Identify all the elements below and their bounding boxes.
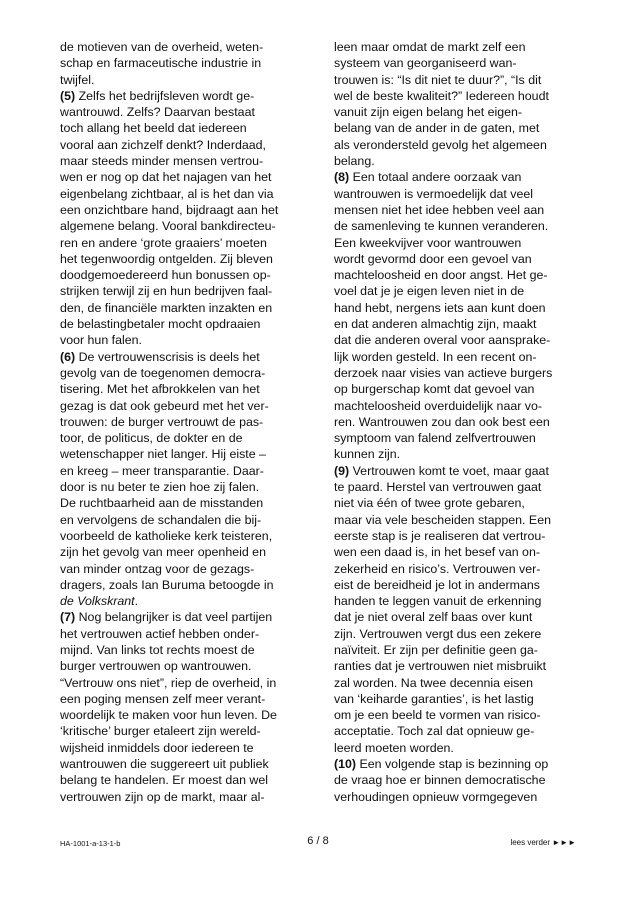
text-line bbox=[60, 153, 318, 169]
text-line bbox=[60, 463, 318, 479]
line-text: tisering. Met het afbrokkelen van het bbox=[60, 382, 260, 397]
text-line bbox=[334, 55, 592, 71]
text-line bbox=[60, 300, 318, 316]
text-line bbox=[334, 561, 592, 577]
line-text: woordelijk te maken voor hun leven. De bbox=[60, 708, 277, 723]
line-text: wordt gevormd door een gevoel van bbox=[334, 251, 532, 266]
text-line bbox=[60, 723, 318, 739]
line-text: het vertrouwen actief hebben onder- bbox=[60, 626, 260, 641]
continue-indicator: lees verder ►►► bbox=[510, 838, 576, 847]
text-line bbox=[334, 740, 592, 756]
line-text: De ruchtbaarheid aan de misstanden bbox=[60, 496, 264, 511]
line-text: Een kweekvijver voor wantrouwen bbox=[334, 235, 522, 250]
paragraph-number: (6) bbox=[60, 349, 76, 364]
text-line bbox=[334, 593, 592, 609]
text-line bbox=[334, 381, 592, 397]
line-text: handen te leggen vanuit de erkenning bbox=[334, 594, 542, 609]
text-line bbox=[60, 658, 318, 674]
line-text: op burgerschap komt dat gevoel van bbox=[334, 382, 535, 397]
paragraph-number: (9) bbox=[334, 463, 350, 478]
text-line bbox=[60, 39, 318, 55]
line-text: wantrouwen die suggereert uit publiek bbox=[60, 757, 269, 772]
text-line bbox=[334, 691, 592, 707]
text-line bbox=[334, 626, 592, 642]
line-text: machteloosheid overduidelijk naar vo- bbox=[334, 398, 543, 413]
paragraph-number: (7) bbox=[60, 610, 76, 625]
text-line bbox=[60, 707, 318, 723]
text-line bbox=[334, 577, 592, 593]
text-line bbox=[334, 120, 592, 136]
text-line bbox=[60, 430, 318, 446]
line-text: Zelfs het bedrijfsleven wordt ge- bbox=[75, 88, 255, 103]
text-line bbox=[60, 72, 318, 88]
line-text: naïviteit. Er zijn per definitie geen ga- bbox=[334, 642, 538, 657]
line-text: machteloosheid en door angst. Het ge- bbox=[334, 268, 548, 283]
line-text: van ‘keiharde garanties’, is het lastig bbox=[334, 691, 534, 706]
text-line bbox=[60, 186, 318, 202]
text-line bbox=[60, 235, 318, 251]
line-text: belang. bbox=[334, 154, 375, 169]
text-line bbox=[60, 593, 318, 609]
line-text: de vraag hoe er binnen democratische bbox=[334, 773, 546, 788]
line-text: de samenleving te kunnen veranderen. bbox=[334, 219, 549, 234]
text-line bbox=[334, 495, 592, 511]
text-line bbox=[334, 512, 592, 528]
line-text: wen een daad is, in het besef van on- bbox=[334, 545, 540, 560]
line-text: te paard. Herstel van vertrouwen gaat bbox=[334, 480, 542, 495]
text-line bbox=[60, 691, 318, 707]
line-text: dat die anderen overal voor aansprake- bbox=[334, 333, 551, 348]
line-text: wen er nog op dat het najagen van het bbox=[60, 170, 272, 185]
text-line bbox=[60, 446, 318, 462]
line-text: den, de financiële markten inzakten en bbox=[60, 300, 273, 315]
text-line bbox=[60, 561, 318, 577]
line-text: eist de bereidheid je lot in andermans bbox=[334, 577, 540, 592]
text-line bbox=[60, 479, 318, 495]
text-line bbox=[334, 789, 592, 805]
text-line bbox=[334, 675, 592, 691]
text-line bbox=[60, 316, 318, 332]
paragraph-number: (5) bbox=[60, 88, 76, 103]
text-line bbox=[334, 137, 592, 153]
text-line bbox=[60, 675, 318, 691]
line-text: belang van de ander in de gaten, met bbox=[334, 121, 540, 136]
text-line bbox=[334, 463, 592, 479]
text-line bbox=[60, 772, 318, 788]
text-line bbox=[60, 398, 318, 414]
line-text: strijken terwijl zij en hun bedrijven faal- bbox=[60, 284, 273, 299]
text-line bbox=[334, 479, 592, 495]
italic-text: de Volkskrant bbox=[60, 594, 135, 609]
line-text: het tegenwoordig ontgelden. Zij bleven bbox=[60, 251, 273, 266]
text-line bbox=[334, 756, 592, 772]
line-text: voel dat je je eigen leven niet in de bbox=[334, 284, 525, 299]
text-line bbox=[334, 88, 592, 104]
text-line bbox=[334, 332, 592, 348]
text-line bbox=[334, 186, 592, 202]
line-text: gezag is dat ook gebeurd met het ver- bbox=[60, 398, 269, 413]
line-text: belang te handelen. Er moest dan wel bbox=[60, 773, 269, 788]
line-text: lijk worden gesteld. In een recent on- bbox=[334, 349, 537, 364]
text-line bbox=[60, 642, 318, 658]
line-text: De vertrouwenscrisis is deels het bbox=[75, 349, 260, 364]
text-line bbox=[60, 251, 318, 267]
line-text: de motieven van de overheid, weten- bbox=[60, 40, 264, 54]
line-text: de belastingbetaler mocht opdraaien bbox=[60, 317, 261, 332]
text-line bbox=[60, 365, 318, 381]
line-text: wijsheid inmiddels door iedereen te bbox=[60, 740, 254, 755]
line-text: ren en andere ‘grote graaiers’ moeten bbox=[60, 235, 267, 250]
text-line bbox=[60, 512, 318, 528]
line-text: zijn. Vertrouwen vergt dus een zekere bbox=[334, 626, 542, 641]
line-text: zekerheid en risico’s. Vertrouwen ver- bbox=[334, 561, 541, 576]
text-line bbox=[334, 365, 592, 381]
line-text: niet via één of twee grote gebaren, bbox=[334, 496, 525, 511]
line-text: eigenbelang zichtbaar, al is het dan via bbox=[60, 186, 274, 201]
text-line bbox=[60, 740, 318, 756]
line-text: acceptatie. Toch zal dat opnieuw ge- bbox=[334, 724, 535, 739]
line-text: wel de beste kwaliteit?” Iedereen houdt bbox=[334, 88, 549, 103]
line-text: Een volgende stap is bezinning op bbox=[356, 757, 549, 772]
line-text: dat je niet overal zelf baas over kunt bbox=[334, 610, 533, 625]
line-text: systeem van georganiseerd wan- bbox=[334, 56, 517, 71]
text-line bbox=[334, 528, 592, 544]
text-line bbox=[334, 349, 592, 365]
text-line bbox=[334, 772, 592, 788]
text-line bbox=[334, 218, 592, 234]
text-line bbox=[60, 218, 318, 234]
line-text: derzoek naar visies van actieve burgers bbox=[334, 365, 553, 380]
text-line bbox=[60, 202, 318, 218]
page-number: 6 / 8 bbox=[307, 835, 329, 847]
line-text: een onzichtbare hand, bijdraagt aan het bbox=[60, 202, 279, 217]
line-text: van minder ontzag voor de gezags- bbox=[60, 561, 255, 576]
text-line bbox=[60, 756, 318, 772]
line-text: en kreeg – meer transparantie. Daar- bbox=[60, 463, 264, 478]
text-line bbox=[334, 707, 592, 723]
line-text: dragers, zoals Ian Buruma betoogde in bbox=[60, 577, 274, 592]
line-text: voor hun falen. bbox=[60, 333, 142, 348]
line-text: ranties dat je vertrouwen niet misbruikt bbox=[334, 659, 547, 674]
line-text: vertrouwen zijn op de markt, maar al- bbox=[60, 789, 265, 804]
line-text: door is nu beter te zien hoe zij falen. bbox=[60, 480, 260, 495]
text-line bbox=[60, 120, 318, 136]
text-line bbox=[334, 153, 592, 169]
line-text: toor, de politicus, de dokter en de bbox=[60, 431, 243, 446]
text-line bbox=[60, 381, 318, 397]
text-line bbox=[334, 300, 592, 316]
line-text: en vervolgens de schandalen die bij- bbox=[60, 512, 262, 527]
paragraph-number: (10) bbox=[334, 757, 357, 772]
line-text: ren. Wantrouwen zou dan ook best een bbox=[334, 414, 550, 429]
text-line bbox=[334, 169, 592, 185]
text-line bbox=[60, 495, 318, 511]
text-line bbox=[60, 55, 318, 71]
line-text: algemene belang. Vooral bankdirecteu- bbox=[60, 219, 276, 234]
text-line bbox=[60, 104, 318, 120]
text-line bbox=[334, 430, 592, 446]
text-line bbox=[334, 446, 592, 462]
line-text: kunnen zijn. bbox=[334, 447, 401, 462]
text-line bbox=[334, 316, 592, 332]
line-text: “Vertrouw ons niet”, riep de overheid, in bbox=[60, 675, 277, 690]
text-line bbox=[334, 723, 592, 739]
text-line bbox=[334, 398, 592, 414]
text-line bbox=[60, 626, 318, 642]
line-text: schap en farmaceutische industrie in bbox=[60, 56, 262, 71]
line-text: burger vertrouwen op wantrouwen. bbox=[60, 659, 252, 674]
line-text: zal worden. Na twee decennia eisen bbox=[334, 675, 534, 690]
line-text: mijnd. Van links tot rechts moest de bbox=[60, 642, 255, 657]
text-line bbox=[60, 88, 318, 104]
line-text: en dat anderen almachtig zijn, maakt bbox=[334, 317, 537, 332]
line-text: vanuit zijn eigen belang het eigen- bbox=[334, 105, 523, 120]
text-line bbox=[60, 283, 318, 299]
line-text: wantrouwen is vermoedelijk dat veel bbox=[334, 186, 534, 201]
line-text: vooral aan zichzelf denkt? Inderdaad, bbox=[60, 137, 266, 152]
line-text: . bbox=[134, 594, 139, 609]
line-text: twijfel. bbox=[60, 72, 95, 87]
line-text: mensen niet het idee hebben veel aan bbox=[334, 202, 545, 217]
text-line bbox=[60, 544, 318, 560]
line-text: doodgemoedereerd hun bonussen op- bbox=[60, 268, 271, 283]
line-text: trouwen: de burger vertrouwt de pas- bbox=[60, 414, 264, 429]
text-line bbox=[60, 169, 318, 185]
line-text: een poging mensen zelf meer verant- bbox=[60, 691, 266, 706]
text-line bbox=[334, 251, 592, 267]
text-line bbox=[334, 202, 592, 218]
text-line bbox=[334, 642, 592, 658]
right-text-column bbox=[334, 39, 592, 805]
text-line bbox=[60, 137, 318, 153]
line-text: maar via vele bescheiden stappen. Een bbox=[334, 512, 551, 527]
text-line bbox=[334, 544, 592, 560]
line-text: leen maar omdat de markt zelf een bbox=[334, 40, 526, 54]
text-line bbox=[334, 39, 592, 55]
line-text: toch allang het beeld dat iedereen bbox=[60, 121, 247, 136]
line-text: leerd moeten worden. bbox=[334, 740, 454, 755]
line-text: als verondersteld gevolg het algemeen bbox=[334, 137, 547, 152]
line-text: ‘kritische’ burger etaleert zijn wereld- bbox=[60, 724, 261, 739]
text-line bbox=[60, 528, 318, 544]
text-line bbox=[60, 609, 318, 625]
text-line bbox=[60, 267, 318, 283]
text-line bbox=[60, 414, 318, 430]
text-line bbox=[334, 414, 592, 430]
text-line bbox=[334, 104, 592, 120]
line-text: symptoom van falend zelfvertrouwen bbox=[334, 431, 536, 446]
line-text: eerste stap is je realiseren dat vertrou- bbox=[334, 528, 546, 543]
paragraph-number: (8) bbox=[334, 170, 350, 185]
line-text: trouwen is: “Is dit niet te duur?”, “Is dit bbox=[334, 72, 542, 87]
line-text: voorbeeld de katholieke kerk teisteren, bbox=[60, 528, 273, 543]
line-text: maar steeds minder mensen vertrou- bbox=[60, 154, 264, 169]
text-line bbox=[334, 658, 592, 674]
text-line bbox=[60, 349, 318, 365]
line-text: Vertrouwen komt te voet, maar gaat bbox=[349, 463, 549, 478]
line-text: verhoudingen opnieuw vormgegeven bbox=[334, 789, 538, 804]
line-text: wantrouwd. Zelfs? Daarvan bestaat bbox=[60, 105, 255, 120]
text-line bbox=[334, 267, 592, 283]
exam-code: HA-1001-a-13-1-b bbox=[60, 839, 121, 848]
line-text: zijn het gevolg van meer openheid en bbox=[60, 545, 266, 560]
text-line bbox=[60, 577, 318, 593]
text-line bbox=[334, 235, 592, 251]
line-text: hand hebt, nergens iets aan kunt doen bbox=[334, 300, 546, 315]
text-line bbox=[334, 609, 592, 625]
line-text: om je een beeld te vormen van risico- bbox=[334, 708, 541, 723]
text-line bbox=[60, 789, 318, 805]
text-line bbox=[334, 72, 592, 88]
page-footer bbox=[60, 833, 576, 853]
line-text: wetenschapper niet langer. Hij eiste – bbox=[60, 447, 266, 462]
line-text: Nog belangrijker is dat veel partijen bbox=[75, 610, 273, 625]
text-line bbox=[334, 283, 592, 299]
text-line bbox=[60, 332, 318, 348]
left-text-column bbox=[60, 39, 318, 805]
line-text: gevolg van de toegenomen democra- bbox=[60, 365, 266, 380]
line-text: Een totaal andere oorzaak van bbox=[349, 170, 522, 185]
